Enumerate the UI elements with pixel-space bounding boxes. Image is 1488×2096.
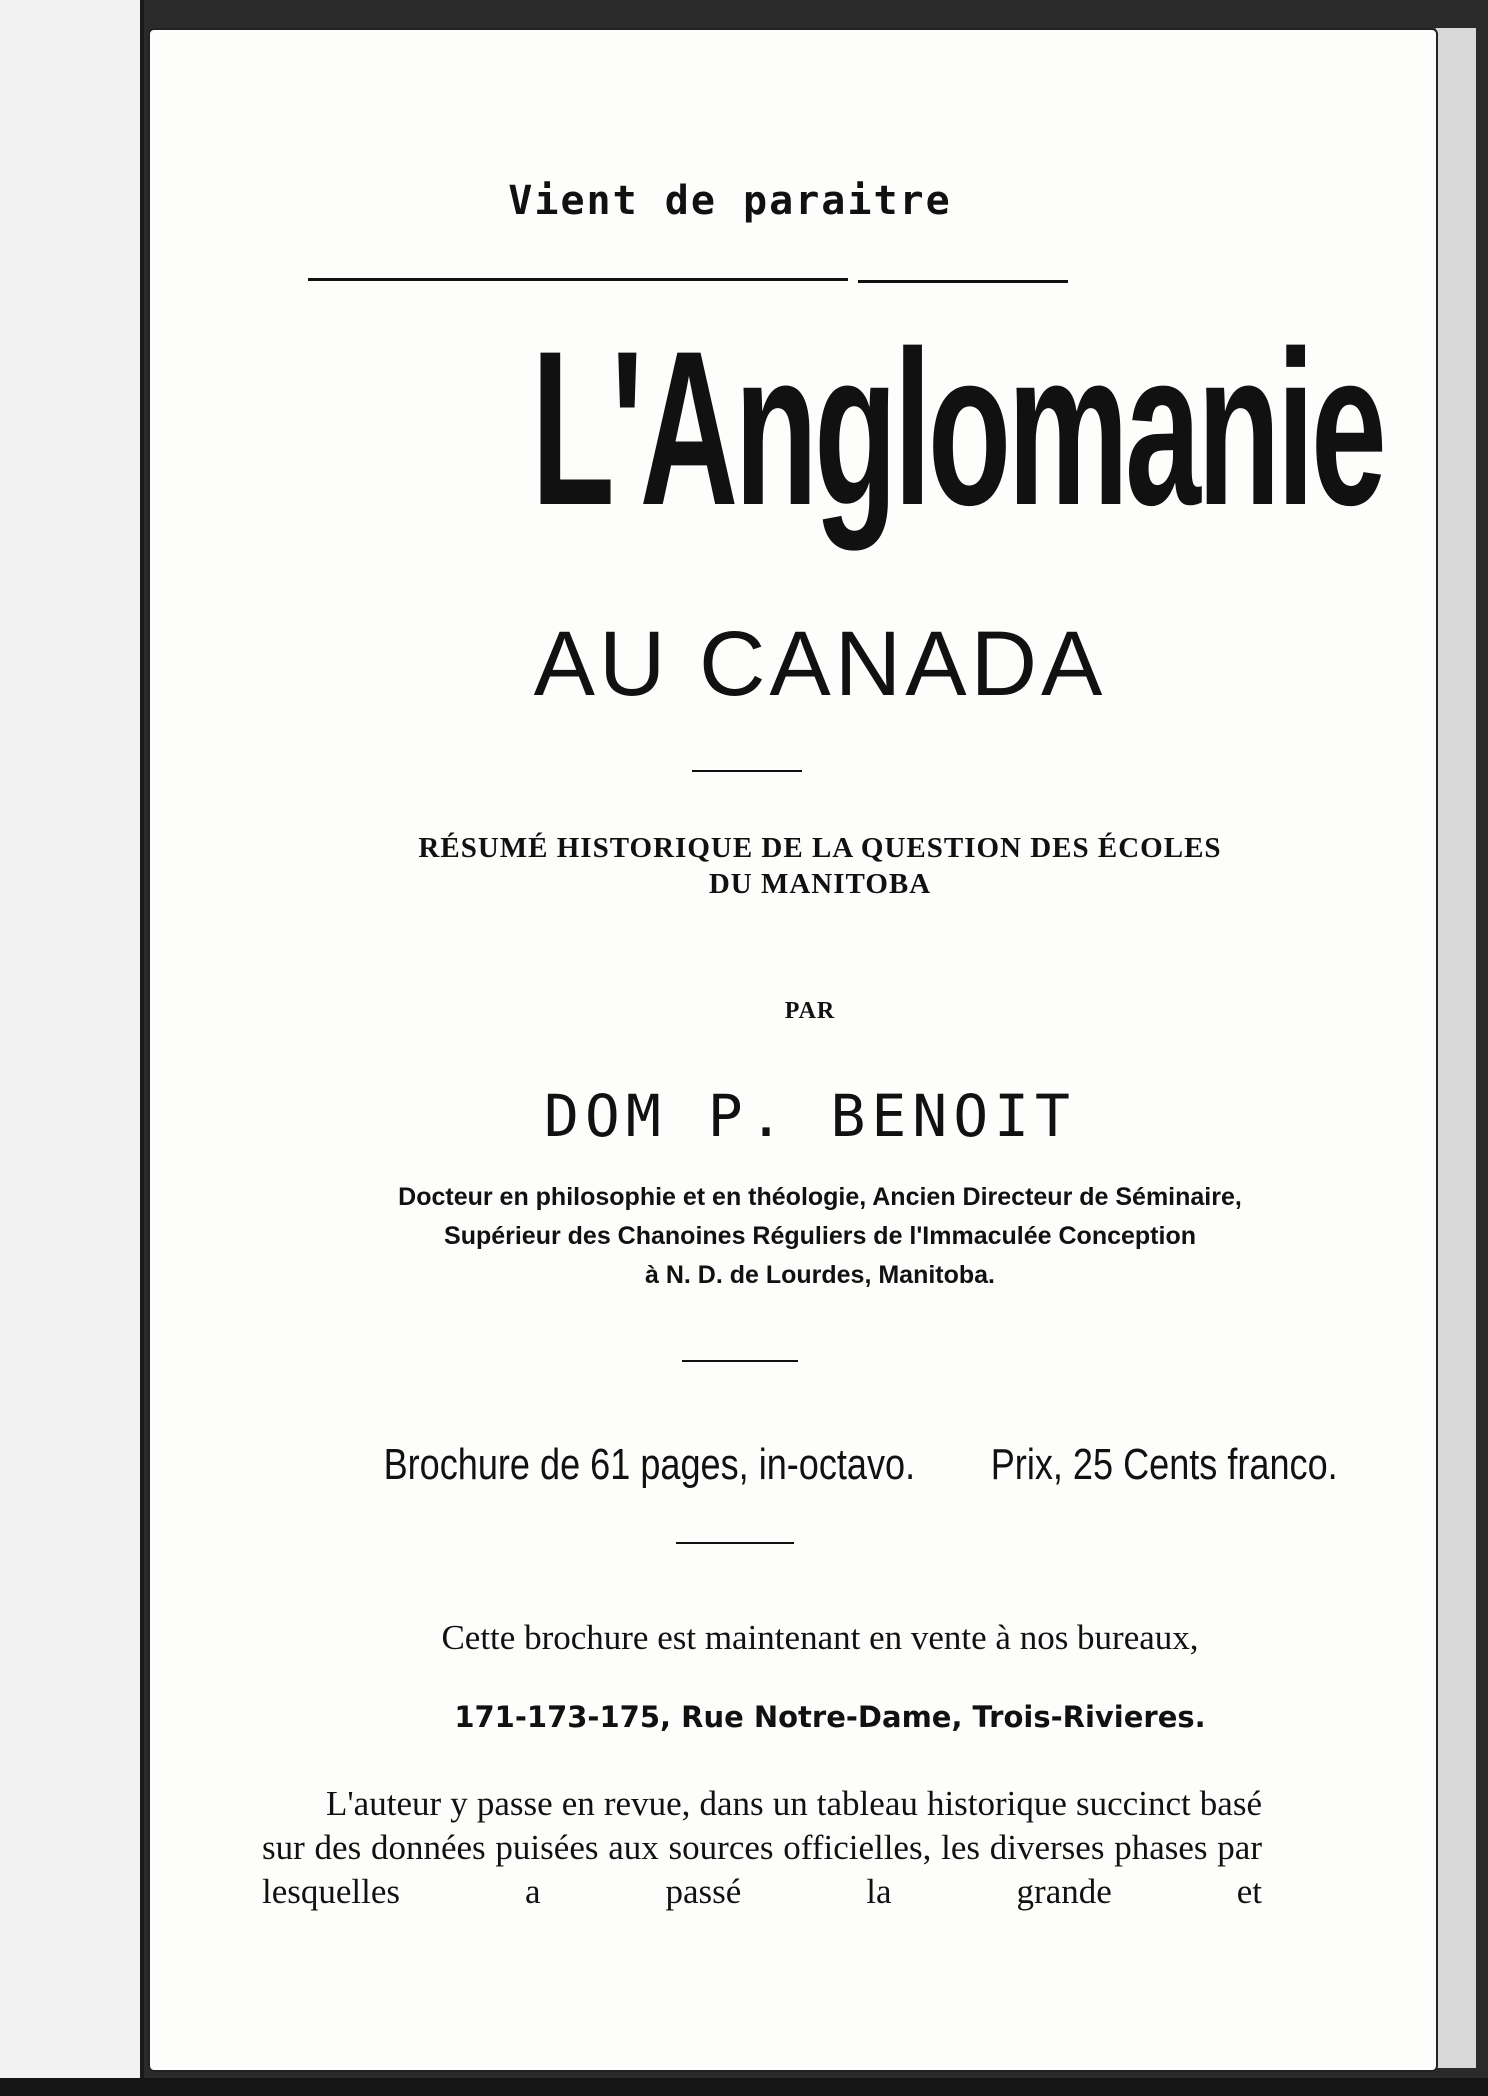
facing-page-edge <box>0 0 144 2096</box>
by-label: PAR <box>784 998 836 1024</box>
author-credentials <box>260 1178 1380 1294</box>
paragraph-text: L'auteur y passe en revue, dans un tableau historique succinct basé sur des données puisées aux sources officielles, les diverses phases par lesquelles a passé la grande et <box>262 1784 1262 1911</box>
author-name: DOM P. BENOIT <box>544 1082 1076 1150</box>
summary-heading <box>270 830 1370 903</box>
summary-line-2: DU MANITOBA <box>708 868 932 901</box>
brochure-format: Brochure de 61 pages, in-octavo. <box>383 1440 916 1489</box>
book-page <box>148 28 1438 2072</box>
sale-notice: Cette brochure est maintenant en vente à nos bureaux, <box>441 1618 1199 1657</box>
header-rule-left <box>308 278 848 281</box>
brochure-details <box>351 1440 1338 1490</box>
credentials-line-2: Supérieur des Chanoines Réguliers de l'Immaculée Conception <box>444 1221 1196 1250</box>
divider-1 <box>692 770 802 772</box>
office-address: 171-173-175, Rue Notre-Dame, Trois-Rivieres. <box>454 1700 1206 1734</box>
header-rule-right <box>858 280 1068 283</box>
credentials-line-3: à N. D. de Lourdes, Manitoba. <box>644 1260 996 1289</box>
summary-line-1: RÉSUMÉ HISTORIQUE DE LA QUESTION DES ÉCOLES <box>418 832 1222 864</box>
scan-bottom-edge <box>0 2078 1488 2096</box>
divider-2 <box>682 1360 798 1362</box>
book-title: L'Anglomanie <box>531 305 1384 551</box>
page-edge <box>1434 28 1476 2068</box>
credentials-line-1: Docteur en philosophie et en théologie, Ancien Directeur de Séminaire, <box>398 1183 1242 1211</box>
divider-3 <box>676 1542 794 1544</box>
brochure-price: Prix, 25 Cents franco. <box>990 1440 1338 1489</box>
book-subtitle: AU CANADA <box>533 613 1107 715</box>
description-paragraph <box>262 1782 1262 1957</box>
announcement: Vient de paraitre <box>508 178 952 224</box>
